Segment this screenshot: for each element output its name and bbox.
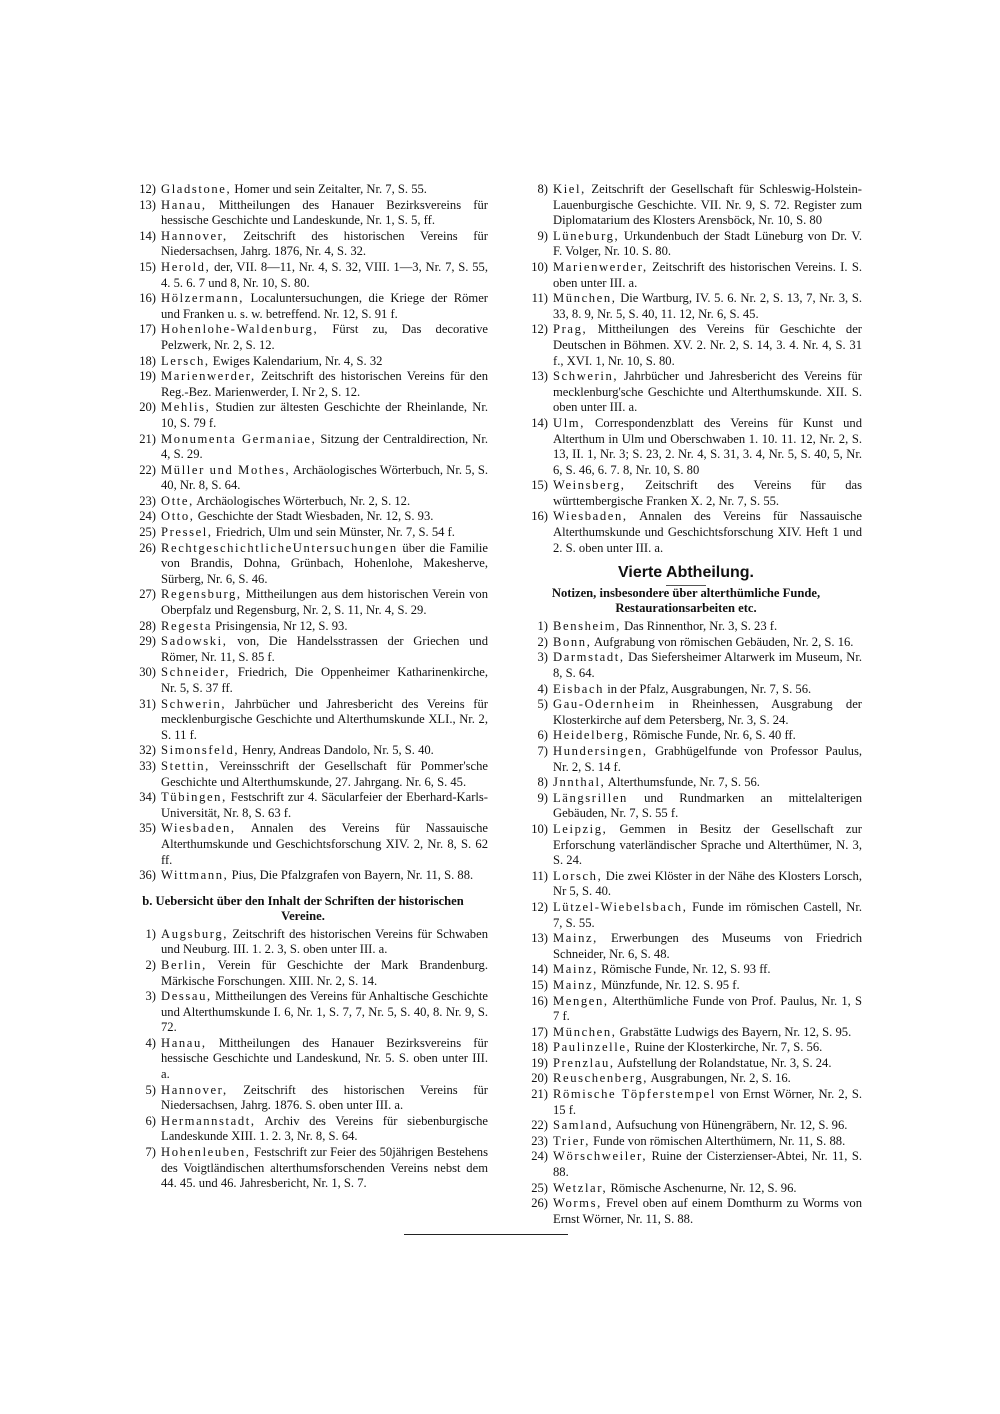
item-keyword: Wiesbaden, (161, 821, 236, 836)
item-number: 4) (145, 1035, 156, 1050)
item-text: in Rheinhessen, Ausgrabung der Klosterkirche auf dem Petersberg, Nr. 3, S. 24. (553, 697, 862, 727)
list-item (118, 665, 488, 696)
item-keyword: Hannover, (161, 1082, 228, 1097)
item-text: Henry, Andreas Dandolo, Nr. 5, S. 40. (239, 743, 434, 758)
section-4-subtitle: Notizen, insbesondere über alterthümliche Funde, Restaurationsarbeiten etc. (551, 586, 821, 616)
item-number: 21) (531, 1087, 548, 1102)
list-item (510, 994, 862, 1025)
item-keyword: Tübingen, (161, 790, 227, 805)
item-text: Prisingensia, Nr 12, S. 93. (212, 618, 348, 633)
item-number: 22) (139, 462, 156, 477)
item-text: Ruine der Cisterzienser-Abtei, Nr. 11, S. 88. (553, 1149, 862, 1180)
item-number: 30) (139, 665, 156, 680)
item-keyword: Lüneburg, (553, 228, 620, 243)
item-keyword: Marienwerder, (161, 369, 256, 384)
finds-notes-list (510, 619, 862, 1227)
item-keyword: Leipzig, (553, 821, 608, 836)
item-number: 16) (531, 509, 548, 524)
item-number: 15) (139, 259, 156, 274)
list-item (118, 198, 488, 229)
item-keyword: Otto, (161, 509, 195, 524)
item-keyword: Hanau, (161, 1035, 207, 1050)
item-number: 13) (139, 197, 156, 212)
item-keyword: Wiesbaden, (553, 509, 628, 524)
list-item (118, 494, 488, 510)
item-number: 20) (531, 1071, 548, 1086)
list-item (510, 291, 862, 322)
item-text: Mittheilungen des Hanauer Bezirksvereins für hessische Geschichte und Landeskunde, Nr. 1, S. 5, ff. (161, 197, 488, 228)
item-number: 34) (139, 790, 156, 805)
item-text: Mittheilungen aus dem historischen Verein von Oberpfalz und Regensburg, Nr. 2, S. 11, Nr. 4, S. 29. (161, 587, 488, 618)
list-item (510, 869, 862, 900)
item-keyword: Reuschenberg, (553, 1071, 649, 1086)
item-keyword: Mengen, (553, 993, 609, 1008)
literature-list (118, 182, 488, 884)
item-keyword: Mainz, (553, 962, 598, 977)
item-number: 23) (139, 493, 156, 508)
item-text: Localuntersuchungen, die Kriege der Römer und Franken u. s. w. betreffend. Nr. 12, S. 91 f. (161, 291, 488, 321)
list-item (118, 229, 488, 260)
item-keyword: Bensheim, (553, 619, 621, 634)
item-keyword: Sadowski, (161, 634, 228, 649)
list-item (510, 791, 862, 822)
item-keyword: Dessau, (161, 989, 212, 1004)
item-text: Frevel oben auf einem Domthurm zu Worms von Ernst Wörner, Nr. 11, S. 88. (553, 1196, 862, 1226)
item-number: 16) (139, 291, 156, 306)
item-number: 12) (139, 182, 156, 196)
list-item (118, 743, 488, 759)
item-keyword: Ulm, (553, 415, 585, 430)
item-text: Friedrich, Ulm und sein Münster, Nr. 7, S. 54 f. (212, 525, 455, 540)
item-number: 35) (139, 821, 156, 836)
item-number: 25) (139, 525, 156, 540)
item-text: und Rundmarken an mittelalterigen Gebäuden, Nr. 7, S. 55 f. (553, 790, 862, 821)
list-item (510, 619, 862, 635)
list-item (510, 1040, 862, 1056)
item-number: 31) (139, 696, 156, 711)
item-number: 22) (531, 1118, 548, 1133)
item-keyword: Hohenlohe-Waldenburg, (161, 322, 319, 337)
item-keyword: Monumenta Germaniae, (161, 431, 317, 446)
item-keyword: München, (553, 1024, 617, 1039)
item-number: 6) (145, 1113, 156, 1128)
item-text: Annalen des Vereins für Nassauische Alterthumskunde und Geschichtsforschung XIV. 2, Nr. 8, S. 62 ff. (161, 821, 488, 867)
item-text: Studien zur ältesten Geschichte der Rheinlande, Nr. 10, S. 79 f. (161, 400, 488, 430)
right-column (510, 182, 862, 1227)
item-keyword: Prenzlau, (553, 1055, 615, 1070)
item-text: Römische Funde, Nr. 6, S. 40 ff. (629, 728, 796, 743)
end-rule (404, 1234, 568, 1235)
list-item (510, 1134, 862, 1150)
item-text: Ausgrabungen, Nr. 2, S. 16. (648, 1071, 791, 1086)
item-number: 10) (531, 821, 548, 836)
item-text: Aufgrabung von römischen Gebäuden, Nr. 2, S. 16. (591, 634, 854, 649)
item-number: 17) (531, 1024, 548, 1039)
item-number: 20) (139, 400, 156, 415)
list-item (510, 509, 862, 556)
item-keyword: Lorsch, (553, 868, 603, 883)
item-keyword: Hanau, (161, 197, 207, 212)
item-number: 11) (531, 868, 548, 883)
list-item (510, 1196, 862, 1227)
item-number: 21) (139, 431, 156, 446)
item-number: 32) (139, 743, 156, 758)
item-text: Jahrbücher und Jahresbericht des Vereins für mecklenburg'sche Geschichte und Alterthumskunde. XII. S. oben unter III. a. (553, 369, 862, 415)
item-text: Die zwei Klöster in der Nähe des Klosters Lorsch, Nr 5, S. 40. (553, 868, 862, 899)
item-keyword: Stettin, (161, 758, 210, 773)
item-keyword: Mainz, (553, 931, 598, 946)
item-number: 19) (139, 369, 156, 384)
list-item (118, 369, 488, 400)
list-item (510, 1118, 862, 1134)
item-number: 4) (537, 681, 548, 696)
list-item (510, 416, 862, 478)
item-keyword: Schneider, (161, 665, 231, 680)
item-text: Römische Aschenurne, Nr. 12, S. 96. (607, 1180, 797, 1195)
item-number: 13) (531, 931, 548, 946)
item-keyword: Mainz, (553, 977, 598, 992)
item-number: 24) (531, 1149, 548, 1164)
item-number: 12) (531, 322, 548, 337)
list-item (118, 927, 488, 958)
society-publications-list-continued (510, 182, 862, 556)
item-text: Aufstellung der Rolandstatue, Nr. 3, S. 24. (614, 1055, 832, 1070)
list-item (510, 822, 862, 869)
item-number: 36) (139, 868, 156, 883)
item-number: 3) (145, 989, 156, 1004)
item-text: Mittheilungen des Vereins für Geschichte der Deutschen in Böhmen. XV. 2. Nr. 2, S. 14, 3. 4. Nr. 4, S. 31 f., XVI. 1, Nr. 10, S. 80. (553, 322, 862, 368)
list-item (118, 634, 488, 665)
list-item (510, 1025, 862, 1041)
item-number: 5) (145, 1082, 156, 1097)
list-item (118, 1036, 488, 1083)
item-keyword: Schwerin, (553, 369, 619, 384)
list-item (118, 1083, 488, 1114)
item-number: 19) (531, 1055, 548, 1070)
list-item (510, 322, 862, 369)
item-number: 26) (139, 540, 156, 555)
item-keyword: München, (553, 291, 617, 306)
item-text: Sitzung der Centraldirection, Nr. 4, S. 29. (161, 431, 488, 462)
item-keyword: RechtgeschichtlicheUntersuchungen (161, 540, 398, 555)
item-keyword: Simonsfeld, (161, 743, 240, 758)
item-text: Correspondenzblatt des Vereins für Kunst und Alterthum in Ulm und Oberschwaben 1. 10. 11. 12, Nr. 2, S. 13, II. 1, Nr. 3; S. 23, 2. Nr. 4, S. 31, 3. 4, Nr. 5, S. 40, 5, Nr. 6, S. 46, 6. 7. 8, Nr. 10, S. 80 (553, 415, 862, 477)
item-text: Funde von römischen Alterthümern, Nr. 11, S. 88. (589, 1133, 846, 1148)
list-item (118, 759, 488, 790)
item-keyword: Darmstadt, (553, 650, 625, 665)
item-text: Fürst zu, Das decorative Pelzwerk, Nr. 2, S. 12. (161, 322, 488, 352)
list-item (118, 432, 488, 463)
item-text: Friedrich, Die Oppenheimer Katharinenkirche, Nr. 5, S. 37 ff. (161, 665, 488, 695)
list-item (510, 744, 862, 775)
item-number: 5) (537, 697, 548, 712)
item-number: 15) (531, 478, 548, 493)
item-text: Zeitschrift des historischen Vereins für Niedersachsen, Jahrg. 1876, Nr. 4, S. 32. (161, 228, 488, 259)
item-number: 29) (139, 634, 156, 649)
list-item (510, 931, 862, 962)
item-text: Pius, Die Pfalzgrafen von Bayern, Nr. 11, S. 88. (228, 868, 474, 883)
item-keyword: Paulinzelle, (553, 1040, 632, 1055)
item-number: 15) (531, 977, 548, 992)
item-text: Archäologisches Wörterbuch, Nr. 2, S. 12. (193, 493, 411, 508)
item-keyword: Otte, (161, 493, 194, 508)
item-number: 8) (537, 182, 548, 196)
item-keyword: Gau-Odernheim (553, 697, 656, 712)
item-keyword: Mehlis, (161, 400, 211, 415)
item-text: Festschrift zur Feier des 50jährigen Bestehens des Voigtländischen alterthumsforschenden Vereins nebst dem 44. 45. und 46. Jahresbericht, Nr. 1, S. 7. (161, 1145, 488, 1191)
item-text: Die Wartburg, IV. 5. 6. Nr. 2, S. 13, 7, Nr. 3, S. 33, 8. 9, Nr. 5, S. 40, 11. 12, Nr. 6, S. 45. (553, 291, 862, 321)
section-b-heading: b. Uebersicht über den Inhalt der Schriften der historischen Vereine. (142, 893, 464, 923)
item-text: Alterthümliche Funde von Prof. Paulus, Nr. 1, S 7 f. (553, 993, 862, 1024)
item-text: Zeitschrift des Vereins für das württembergische Franken X. 2, Nr. 7, S. 55. (553, 478, 862, 508)
list-item (118, 322, 488, 353)
item-number: 10) (531, 259, 548, 274)
item-text: Das Rinnenthor, Nr. 3, S. 23 f. (620, 619, 778, 634)
item-keyword: Jnnthal, (553, 775, 606, 790)
item-number: 11) (531, 291, 548, 306)
item-text: in der Pfalz, Ausgrabungen, Nr. 7, S. 56. (604, 681, 812, 696)
item-number: 8) (537, 775, 548, 790)
list-item (118, 463, 488, 494)
item-text: Homer und sein Zeitalter, Nr. 7, S. 55. (231, 182, 427, 196)
item-text: Mittheilungen des Hanauer Bezirksvereins für hessische Geschichte und Landeskund, Nr. 5. S. oben unter III. a. (161, 1035, 488, 1082)
item-number: 14) (531, 962, 548, 977)
list-item (510, 1181, 862, 1197)
list-item (510, 260, 862, 291)
item-text: Zeitschrift des historischen Vereins für Schwaben und Neuburg. III. 1. 2. 3, S. oben unter III. a. (161, 926, 488, 957)
item-number: 18) (531, 1040, 548, 1055)
item-text: Zeitschrift des historischen Vereins für den Reg.-Bez. Marienwerder, I. Nr 2, S. 12. (161, 369, 488, 399)
item-text: von Ernst Wörner, Nr. 2, S. 15 f. (553, 1087, 862, 1117)
list-item (118, 587, 488, 618)
list-item (510, 229, 862, 260)
item-number: 25) (531, 1180, 548, 1195)
item-text: der, VII. 8—11, Nr. 4, S. 32, VIII. 1—3, Nr. 7, S. 55, 4. 5. 6. 7 und 8, Nr. 10, S. 80. (161, 259, 488, 290)
item-text: Ruine der Klosterkirche, Nr. 7, S. 56. (631, 1040, 823, 1055)
list-item (510, 1087, 862, 1118)
item-text: Zeitschrift der Gesellschaft für Schleswig-Holstein-Lauenburgische Geschichte. VII. Nr. 9, S. 72. Register zum Diplomatarium des Klosters Arensböck, Nr. 10, S. 80 (553, 182, 862, 228)
item-text: Funde im römischen Castell, Nr. 7, S. 55. (553, 899, 862, 930)
list-item (118, 958, 488, 989)
item-keyword: Römische Töpferstempel (553, 1087, 716, 1102)
list-item (118, 400, 488, 431)
item-keyword: Samland, (553, 1118, 614, 1133)
item-text: über die Familie von Brandis, Dohna, Grünbach, Hohenlohe, Makesherve, Sürberg, Nr. 6, S. 46. (161, 540, 488, 586)
list-item (510, 697, 862, 728)
item-text: Verein für Geschichte der Mark Brandenburg. Märkische Forschungen. XIII. Nr. 2, S. 14. (161, 957, 488, 988)
item-keyword: Längsrillen (553, 790, 628, 805)
item-keyword: Regesta (161, 618, 213, 633)
item-number: 9) (537, 790, 548, 805)
item-keyword: Worms, (553, 1196, 602, 1211)
item-number: 17) (139, 322, 156, 337)
item-keyword: Kiel, (553, 182, 586, 196)
item-number: 9) (537, 228, 548, 243)
item-text: Jahrbücher und Jahresbericht des Vereins für mecklenburgische Geschichte und Alterthumskunde XLI., Nr. 2, S. 11 f. (161, 696, 488, 742)
item-text: Urkundenbuch der Stadt Lüneburg von Dr. V. F. Volger, Nr. 10. S. 80. (553, 228, 862, 259)
item-number: 2) (537, 634, 548, 649)
item-keyword: Hohenleuben, (161, 1145, 251, 1160)
item-keyword: Weinsberg, (553, 478, 626, 493)
item-keyword: Hannover, (161, 228, 228, 243)
item-text: Römische Funde, Nr. 12, S. 93 ff. (597, 962, 771, 977)
list-item (510, 650, 862, 681)
item-keyword: Schwerin, (161, 696, 227, 711)
item-number: 1) (537, 619, 548, 634)
item-keyword: Lersch, (161, 353, 210, 368)
item-keyword: Hundersingen, (553, 744, 648, 758)
item-text: Grabstätte Ludwigs des Bayern, Nr. 12, S. 95. (616, 1024, 852, 1039)
list-item (510, 1149, 862, 1180)
item-keyword: Pressel, (161, 525, 213, 540)
item-keyword: Bonn, (553, 634, 592, 649)
item-keyword: Heidelberg, (553, 728, 630, 743)
item-keyword: Wetzlar, (553, 1180, 608, 1195)
item-number: 14) (139, 228, 156, 243)
list-item (118, 790, 488, 821)
item-number: 28) (139, 618, 156, 633)
item-number: 7) (537, 744, 548, 758)
list-item (510, 962, 862, 978)
item-keyword: Regensburg, (161, 587, 242, 602)
item-text: Ewiges Kalendarium, Nr. 4, S. 32 (209, 353, 383, 368)
list-item (510, 1056, 862, 1072)
list-item (510, 900, 862, 931)
item-number: 26) (531, 1196, 548, 1211)
left-column (118, 182, 488, 1192)
list-item (510, 775, 862, 791)
item-keyword: Eisbach (553, 681, 605, 696)
item-keyword: Müller und Mothes, (161, 462, 291, 477)
item-text: Zeitschrift des historischen Vereins für Niedersachsen, Jahrg. 1876. S. oben unter III. a. (161, 1082, 488, 1113)
item-number: 2) (145, 957, 156, 972)
list-item (510, 182, 862, 229)
list-item (118, 1114, 488, 1145)
list-item (118, 354, 488, 370)
item-number: 27) (139, 587, 156, 602)
item-text: Aufsuchung von Hünengräbern, Nr. 12, S. 96. (613, 1118, 848, 1133)
list-item (510, 728, 862, 744)
item-number: 13) (531, 369, 548, 384)
item-keyword: Hölzermann, (161, 291, 244, 306)
list-item (510, 369, 862, 416)
item-keyword: Hermannstadt, (161, 1113, 256, 1128)
item-keyword: Trier, (553, 1133, 590, 1148)
item-number: 24) (139, 509, 156, 524)
item-number: 14) (531, 415, 548, 430)
item-text: Erwerbungen des Museums von Friedrich Schneider, Nr. 6, S. 48. (553, 931, 862, 961)
item-text: Vereinsschrift der Gesellschaft für Pommer'sche Geschichte und Alterthumskunde, 27. Jahrgang. Nr. 6, S. 45. (161, 758, 488, 789)
item-keyword: Berlin, (161, 957, 207, 972)
list-item (118, 989, 488, 1036)
list-item (510, 1071, 862, 1087)
item-keyword: Gladstone, (161, 182, 232, 196)
list-item (118, 821, 488, 868)
item-text: Geschichte der Stadt Wiesbaden, Nr. 12, S. 93. (194, 509, 434, 524)
list-item (118, 619, 488, 635)
item-number: 16) (531, 993, 548, 1008)
item-text: Archäologisches Wörterbuch, Nr. 5, S. 40, Nr. 8, S. 64. (161, 462, 488, 493)
list-item (510, 478, 862, 509)
item-text: Annalen des Vereins für Nassauische Alterthumskunde und Geschichtsforschung XIV. Heft 1 und 2. S. oben unter III. a. (553, 509, 862, 555)
society-publications-list (118, 927, 488, 1192)
item-number: 3) (537, 650, 548, 665)
item-text: Alterthumsfunde, Nr. 7, S. 56. (605, 775, 760, 790)
item-keyword: Marienwerder, (553, 259, 648, 274)
item-number: 33) (139, 758, 156, 773)
list-item (510, 682, 862, 698)
list-item (118, 525, 488, 541)
item-text: Archiv des Vereins für siebenburgische Landeskunde XIII. 1. 2. 3, Nr. 8, S. 64. (161, 1113, 488, 1144)
item-text: Münzfunde, Nr. 12. S. 95 f. (597, 977, 740, 992)
list-item (118, 541, 488, 588)
item-keyword: Augsburg, (161, 926, 228, 941)
list-item (118, 697, 488, 744)
item-text: von, Die Handelsstrassen der Griechen und Römer, Nr. 11, S. 85 f. (161, 634, 488, 664)
list-item (118, 182, 488, 198)
list-item (510, 978, 862, 994)
item-keyword: Lützel-Wiebelsbach, (553, 899, 688, 914)
item-keyword: Prag, (553, 322, 588, 337)
item-number: 7) (145, 1145, 156, 1160)
list-item (118, 291, 488, 322)
section-4-title: Vierte Abtheilung. (617, 564, 754, 582)
item-number: 12) (531, 899, 548, 914)
item-text: Zeitschrift des historischen Vereins. I. S. oben unter III. a. (553, 259, 862, 290)
item-number: 1) (145, 926, 156, 941)
item-text: Mittheilungen des Vereins für Anhaltische Geschichte und Alterthumskunde I. 6, Nr. 1, S. 7, 7, Nr. 5, S. 40, 8. Nr. 9, S. 72. (161, 989, 488, 1035)
list-item (118, 260, 488, 291)
list-item (118, 1145, 488, 1192)
list-item (510, 635, 862, 651)
item-number: 18) (139, 353, 156, 368)
item-keyword: Wörschweiler, (553, 1149, 648, 1164)
item-text: Grabhügelfunde von Professor Paulus, Nr. 2, S. 14 f. (553, 744, 862, 774)
item-keyword: Herold, (161, 259, 211, 274)
item-number: 23) (531, 1133, 548, 1148)
item-text: Das Siefersheimer Altarwerk im Museum, Nr. 8, S. 64. (553, 650, 862, 681)
item-number: 6) (537, 728, 548, 743)
list-item (118, 868, 488, 884)
item-text: Festschrift zur 4. Säcularfeier der Eberhard-Karls-Universität, Nr. 8, S. 63 f. (161, 790, 488, 820)
item-text: Gemmen in Besitz der Gesellschaft zur Erforschung vaterländischer Sprache und Alterthümer, N. 3, S. 24. (553, 821, 862, 868)
list-item (118, 509, 488, 525)
item-keyword: Wittmann, (161, 868, 229, 883)
